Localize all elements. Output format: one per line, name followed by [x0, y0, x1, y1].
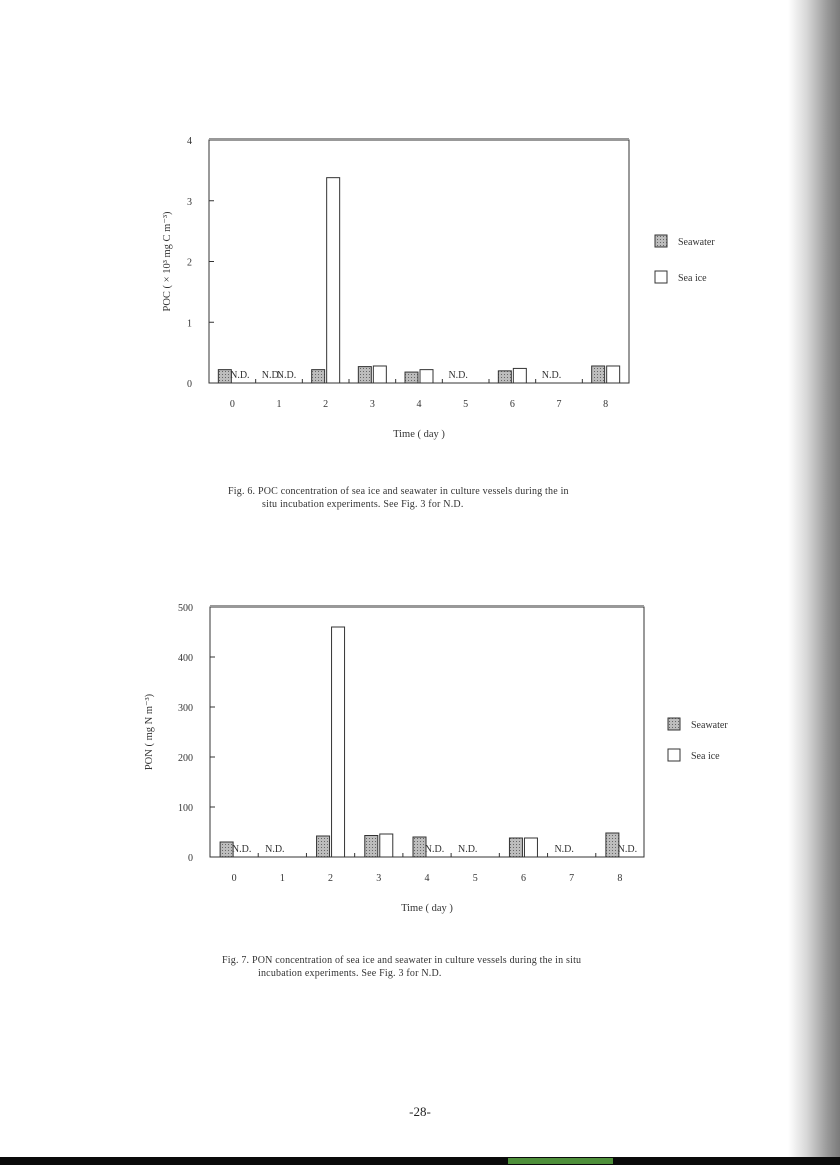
y-tick-label: 200 [178, 753, 193, 764]
seawater-bar-day-2 [317, 836, 330, 857]
page-number: -28- [409, 1104, 431, 1119]
nd-label: N.D. [554, 844, 574, 855]
seawater-bar-day-3 [365, 836, 378, 858]
x-tick-label: 4 [416, 399, 422, 410]
x-tick-label: 2 [328, 873, 334, 884]
fig7-caption-line1: Fig. 7. PON concentration of sea ice and seawater in culture vessels during the in situ [222, 955, 582, 966]
nd-label: N.D. [230, 370, 250, 381]
legend-sea-ice-swatch [655, 271, 667, 283]
legend-seawater-label: Seawater [678, 237, 715, 248]
y-tick-label: 2 [187, 257, 192, 269]
x-tick-label: 2 [323, 399, 329, 410]
seawater-bar-day-3 [358, 367, 371, 383]
plot-frame [209, 140, 629, 383]
fig6-caption-line2: situ incubation experiments. See Fig. 3 for N.D. [262, 499, 464, 510]
x-axis-label: Time ( day ) [401, 903, 453, 914]
y-tick-label: 500 [178, 603, 193, 614]
x-tick-label: 3 [369, 399, 375, 410]
page-edge-shadow [788, 0, 840, 1165]
nd-label: N.D. [261, 370, 282, 381]
y-tick-label: 400 [178, 653, 193, 664]
scanner-bottom-band [0, 1157, 840, 1165]
nd-label: N.D. [265, 844, 285, 855]
x-tick-label: 6 [520, 873, 526, 884]
y-tick-label: 0 [188, 853, 193, 864]
sea-ice-bar-day-6 [513, 368, 526, 383]
x-tick-label: 0 [231, 873, 237, 884]
sea-ice-bar-day-2 [327, 178, 340, 383]
fig7-caption-line2: incubation experiments. See Fig. 3 for N.D. [258, 968, 442, 979]
scanner-green-strip [508, 1158, 613, 1164]
y-tick-label: 300 [178, 703, 193, 714]
y-axis-label: PON ( mg N m⁻³) [144, 693, 155, 771]
nd-label: N.D. [617, 844, 638, 855]
x-axis-label: Time ( day ) [393, 429, 445, 440]
x-tick-label: 5 [463, 399, 469, 410]
y-tick-label: 1 [187, 318, 192, 330]
seawater-bar-day-2 [312, 370, 325, 383]
fig6-caption [228, 485, 569, 511]
seawater-bar-day-4 [405, 372, 418, 383]
y-tick-label: 3 [187, 196, 192, 208]
x-tick-label: 3 [376, 873, 382, 884]
x-tick-label: 8 [603, 399, 609, 410]
x-tick-label: 0 [229, 399, 235, 410]
seawater-bar-day-6 [498, 371, 511, 383]
y-tick-label: 0 [187, 379, 192, 390]
sea-ice-bar-day-6 [524, 838, 537, 857]
plot-frame [210, 607, 644, 857]
y-axis-label: POC ( × 10³ mg C m⁻³) [162, 211, 173, 312]
sea-ice-bar-day-2 [332, 627, 345, 857]
legend-seawater-label: Seawater [691, 720, 728, 731]
pon-chart [0, 580, 760, 940]
seawater-bar-day-6 [509, 838, 522, 857]
y-tick-label: 4 [187, 136, 192, 147]
x-tick-label: 8 [617, 873, 623, 884]
nd-label: N.D. [541, 370, 562, 381]
legend-sea-ice-label: Sea ice [691, 751, 720, 762]
x-tick-label: 7 [569, 873, 575, 884]
x-tick-label: 4 [424, 873, 430, 884]
legend-seawater-swatch [655, 235, 667, 247]
x-tick-label: 1 [279, 873, 285, 884]
sea-ice-bar-day-4 [420, 370, 433, 383]
seawater-bar-day-8 [592, 366, 605, 383]
fig6-caption-line1: Fig. 6. POC concentration of sea ice and seawater in culture vessels during the in [228, 486, 569, 497]
sea-ice-bar-day-3 [380, 834, 393, 857]
sea-ice-bar-day-8 [607, 366, 620, 383]
legend-sea-ice-swatch [668, 749, 680, 761]
x-tick-label: 7 [556, 399, 562, 410]
x-tick-label: 6 [509, 399, 515, 410]
legend-sea-ice-label: Sea ice [678, 273, 707, 284]
nd-label: N.D. [424, 844, 445, 855]
y-tick-label: 100 [178, 803, 193, 814]
legend-seawater-swatch [668, 718, 680, 730]
sea-ice-bar-day-3 [373, 366, 386, 383]
nd-label: N.D. [231, 844, 252, 855]
x-tick-label: 1 [276, 399, 282, 410]
fig7-caption [222, 954, 581, 980]
nd-label: N.D. [448, 370, 468, 381]
nd-label: N.D. [457, 844, 478, 855]
x-tick-label: 5 [472, 873, 478, 884]
nd-label: N.D. [276, 370, 297, 381]
